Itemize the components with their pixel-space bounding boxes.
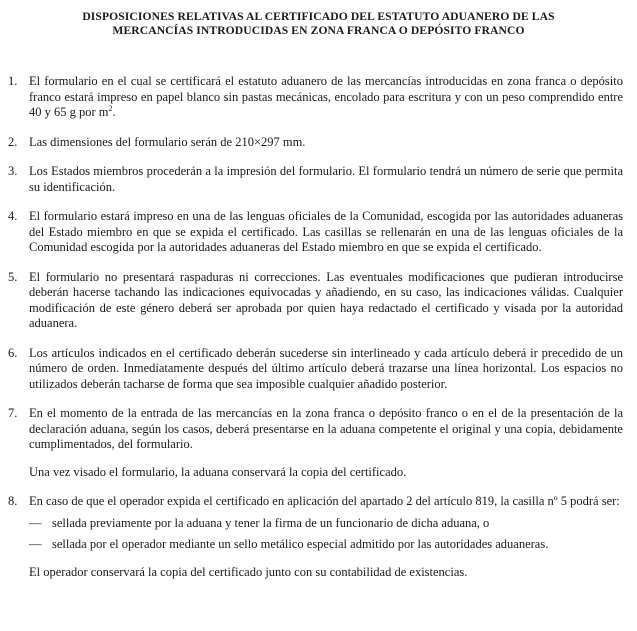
item-text: El formulario no presentará raspaduras ni correcciones. Las eventuales modificaciones que pudieran introducirse deberán hacerse tachando las indicaciones equivocadas y añadiendo, en su caso, las indicaciones válidas. Cualquier modificación de este género deberá ser aprobada por quien haya redactado el certificado y visada por la autoridad aduanera. — [29, 269, 623, 330]
item-3 — [6, 164, 623, 195]
item-text: Los Estados miembros procederán a la impresión del formulario. El formulario tendrá un número de serie que permita su identificación. — [29, 164, 623, 194]
item-number: 7. — [8, 406, 18, 420]
dash-mark: — — [29, 515, 42, 530]
item-text: El formulario en el cual se certificará el estatuto aduanero de las mercancías introducidas en zona franca o depósito franco estará impreso en papel blanco sin pastas mecánicas, encolado para escritura y con un peso comprendido entre 40 y 65 g por $m^2$. — [29, 74, 623, 119]
item-text: Las dimensiones del formulario serán de 210×297 mm. — [29, 134, 306, 149]
item-number: 4. — [8, 209, 18, 223]
item-number: 1. — [8, 74, 18, 88]
dash-mark: — — [29, 537, 42, 551]
item-text: En caso de que el operador expida el certificado en aplicación del apartado 2 del artículo 819, la casilla nº 5 podrá ser: — sellada previamente por la aduana y tener la firma de un funcionario de dicha aduana, o — sellada por el operador mediante un sello metálico especial admitido por las autoridades aduaneras. El operador conservará la copia del certificado junto con su contabilidad de existencias. — [29, 494, 623, 580]
item-1 — [6, 74, 623, 121]
document-title — [6, 10, 623, 37]
item-followup: Una vez visado el formulario, la aduana conservará la copia del certificado. — [29, 464, 407, 479]
item-8 — [6, 494, 623, 580]
title-line-1: DISPOSICIONES RELATIVAS AL CERTIFICADO DEL ESTATUTO ADUANERO DE LAS — [82, 10, 555, 23]
item-number: 8. — [8, 494, 18, 508]
title-line-2: MERCANCÍAS INTRODUCIDAS EN ZONA FRANCA O DEPÓSITO FRANCO — [112, 23, 525, 37]
item-text: El formulario estará impreso en una de las lenguas oficiales de la Comunidad, escogida por las autoridades aduaneras del Estado miembro en que se expida el certificado. Las casillas se rellenarán en una de las lenguas oficiales de la Comunidad escogida por la autoridades aduaneras del Estado miembro en que se expida el certificado. — [29, 209, 623, 254]
item-7 — [6, 406, 623, 480]
item-text: En el momento de la entrada de las mercancías en la zona franca o depósito franco o en el de la presentación de la declaración aduana, según los casos, deberá presentarse en la aduana competente el original y una copia, debidamente cumplimentados, del formulario. Una vez visado el formulario, la aduana conservará la copia del certificado. — [29, 406, 623, 479]
item-4 — [6, 209, 623, 256]
item-2 — [6, 135, 623, 151]
superscript: 2 — [108, 103, 113, 113]
item-6 — [6, 346, 623, 393]
item-number: 5. — [8, 269, 18, 284]
item-number: 3. — [8, 164, 18, 178]
item-number: 6. — [8, 345, 18, 360]
item-followup: El operador conservará la copia del certificado junto con su contabilidad de existencias. — [29, 564, 468, 579]
dash-item-1: — sellada previamente por la aduana y tener la firma de un funcionario de dicha aduana, o — [29, 515, 490, 530]
item-number: 2. — [8, 134, 18, 149]
item-text: Los artículos indicados en el certificado deberán sucederse sin interlineado y cada artículo deberá ir precedido de un número de orden. Inmediatamente después del último artículo deberá trazarse una línea horizontal. Los espacios no utilizados deberán tacharse de forma que sea imposible cualquier añadido posterior. — [29, 345, 623, 391]
item-5 — [6, 270, 623, 332]
dash-item-2: — sellada por el operador mediante un sello metálico especial admitido por las autoridades aduaneras. — [29, 537, 549, 551]
